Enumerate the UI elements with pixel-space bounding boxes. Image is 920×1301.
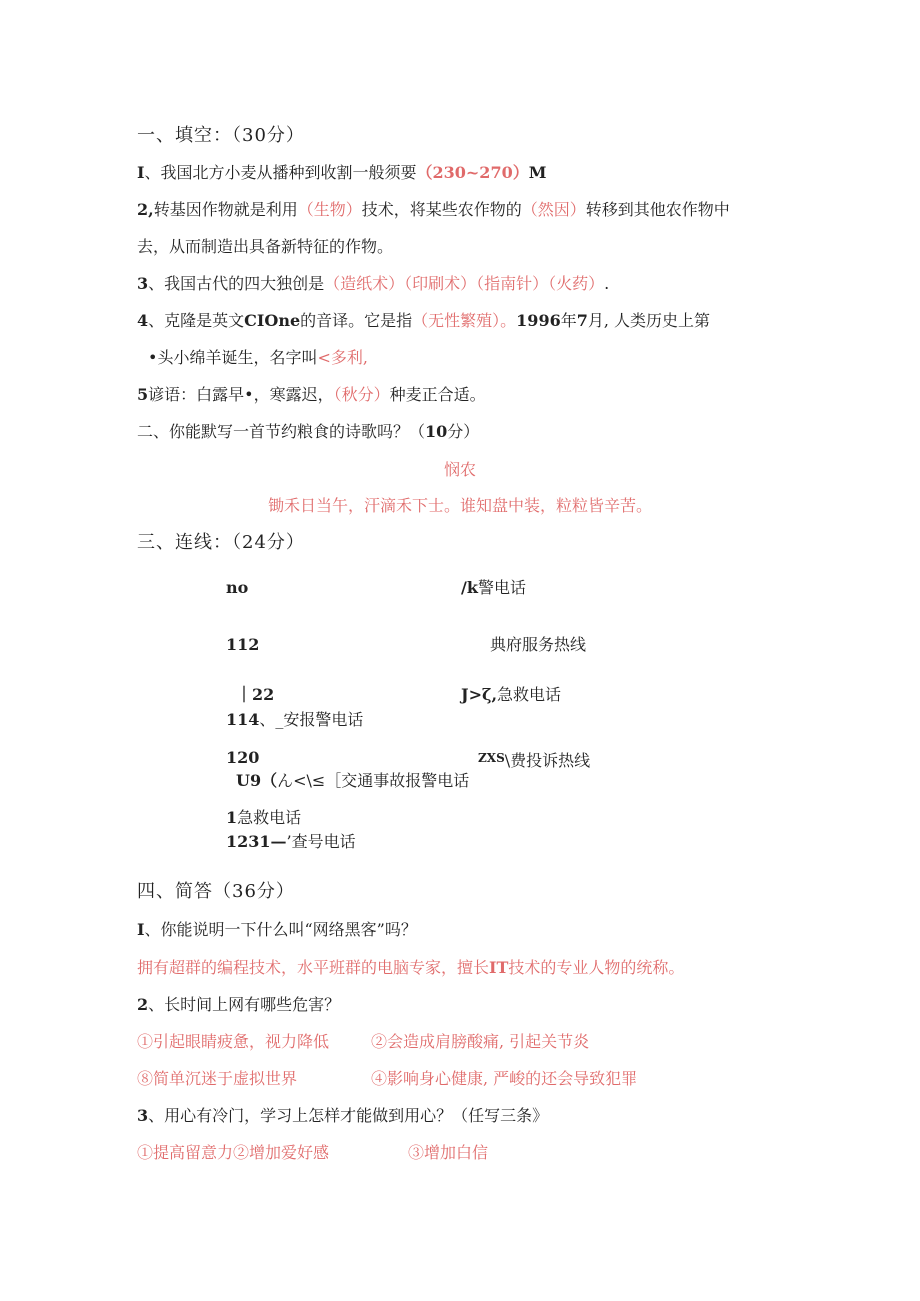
q4-answer: （无性繁殖） (412, 311, 501, 330)
match-left-8-num: 1231— (226, 832, 287, 851)
match-right-3 (461, 685, 561, 705)
s4-q3-answer-1: ①提高留意力②增加爱好感 (137, 1143, 330, 1162)
s1-question-4-line2 (148, 348, 368, 368)
poem-body: 锄禾日当午，汗滴禾下士。谁知盘中装，粒粒皆辛苦。 (267, 496, 652, 515)
match-left-6-text: ん<\≤［交通事故报警电话 (277, 771, 470, 790)
match-left-2-num: 112 (226, 635, 260, 654)
s4-a1-bold: IT (489, 958, 509, 977)
s2-heading-text: 二、你能默写一首节约粮食的诗歌吗？（ (137, 422, 426, 441)
q5-number: 5 (137, 385, 149, 404)
s1-question-3 (137, 274, 609, 294)
s4-a1-pre: 拥有超群的编程技术，水平班群的电脑专家，擅长 (137, 958, 490, 977)
q4-line2-text: •头小绵羊诞生，名字叫 (148, 348, 318, 367)
match-left-5 (226, 748, 259, 768)
q1-tail: M (528, 163, 547, 182)
match-right-1 (461, 578, 526, 598)
match-left-7-num: 1 (226, 808, 238, 827)
match-left-2 (226, 635, 259, 655)
s4-question-1 (137, 920, 417, 940)
match-left-4-text: 、_安报警电话 (259, 710, 364, 729)
match-left-1 (226, 578, 248, 598)
q4-text5: 月, 人类历史上第 (587, 311, 711, 330)
s4-q3-number: 3 (137, 1106, 149, 1125)
s4-q2-text: 、长时间上网有哪些危害？ (148, 995, 341, 1014)
q3-number: 3 (137, 274, 149, 293)
s4-question-2 (137, 995, 340, 1015)
q1-answer: （230~270） (416, 163, 529, 182)
s4-answer-1 (137, 958, 684, 978)
q4-year: 1996 (516, 311, 561, 330)
match-right-2-text: 典府服务热线 (490, 635, 587, 654)
q3-answer: （造纸术）（印刷术）（指南针）（火药） (324, 274, 605, 293)
s4-q2-number: 2 (137, 995, 149, 1014)
q2-text2: 技术，将某些农作物的 (361, 200, 522, 219)
s4-question-3 (137, 1106, 548, 1126)
match-left-3 (236, 685, 274, 705)
s4-q2-answer-2: ②会造成肩膀酸痛, 引起关节炎 (371, 1032, 590, 1051)
match-left-8-text: ’查号电话 (286, 832, 356, 851)
q4-number: 4 (137, 311, 149, 330)
s1-question-1 (137, 163, 546, 183)
q2-answer2: （然因） (521, 200, 586, 219)
q4-text4: 年 (560, 311, 577, 330)
q2-number: 2, (137, 200, 154, 219)
s1-question-2 (137, 200, 730, 220)
q3-text: 、我国古代的四大独创是 (148, 274, 325, 293)
s1-question-2-line2: 去，从而制造出具备新特征的作物。 (137, 237, 394, 256)
s2-heading-score: 10 (425, 422, 448, 441)
match-left-8 (226, 832, 356, 852)
q5-answer: （秋分） (333, 385, 390, 404)
section1-heading: 一、填空：（30分） (137, 125, 305, 146)
match-right-3-pre: J>ζ, (461, 685, 498, 704)
s4-q3-answer-2: ③增加白信 (408, 1143, 489, 1162)
match-left-4 (226, 710, 363, 730)
match-right-1-text: 警电话 (477, 578, 526, 597)
q4-text3: 。 (500, 311, 517, 330)
match-left-3-num: ｜22 (236, 685, 275, 704)
s4-q2-answer-3: ⑧简单沉迷于虚拟世界 (137, 1069, 298, 1088)
s4-q2-answer-1: ①引起眼睛疲惫，视力降低 (137, 1032, 330, 1051)
match-left-5-num: 120 (226, 748, 260, 767)
s4-q1-number: I (137, 920, 145, 939)
s4-q1-text: 、你能说明一下什么叫“网络黑客”吗？ (144, 920, 417, 939)
section2-heading (137, 422, 479, 442)
section4-heading: 四、简答（36分） (137, 881, 295, 902)
q2-answer1: （生物） (297, 200, 362, 219)
match-left-1-num: no (226, 578, 249, 597)
q5-text2: 种麦正合适。 (389, 385, 486, 404)
s2-heading-tail: 分） (447, 422, 480, 441)
q4-text2: 的音译。它是指 (300, 311, 413, 330)
s4-q2-answer-4: ④影响身心健康, 严峻的还会导致犯罪 (371, 1069, 638, 1088)
s4-q3-text: 、用心有冷门，学习上怎样才能做到用心？（任写三条》 (148, 1106, 549, 1125)
q5-text1: 谚语：白露早•，寒露迟， (148, 385, 334, 404)
q2-text3: 转移到其他农作物中 (585, 200, 730, 219)
q3-tail: . (604, 274, 610, 293)
match-right-4-pre: ZXS (478, 751, 505, 765)
match-right-2 (490, 635, 586, 655)
q1-number: I (137, 163, 145, 182)
match-left-7 (226, 808, 301, 828)
match-right-4-text: \费投诉热线 (504, 751, 591, 770)
section3-heading: 三、连线：（24分） (137, 532, 305, 553)
q2-text1: 转基因作物就是利用 (153, 200, 298, 219)
poem-title: 悯农 (443, 460, 476, 479)
match-left-6 (236, 771, 469, 791)
q1-text: 、我国北方小麦从播种到收割一般须要 (144, 163, 417, 182)
q4-month: 7 (576, 311, 588, 330)
match-left-4-num: 114 (226, 710, 260, 729)
q4-word: CIOne (244, 311, 301, 330)
q4-text1: 、克隆是英文 (148, 311, 245, 330)
match-left-6-num: U9（ (236, 771, 278, 790)
match-right-1-pre: /k (461, 578, 478, 597)
s4-a1-post: 技术的专业人物的统称。 (508, 958, 685, 977)
match-right-4 (478, 748, 590, 771)
match-right-3-text: 急救电话 (497, 685, 562, 704)
q4-line2-answer: <多利, (317, 348, 368, 367)
match-left-7-text: 急救电话 (237, 808, 302, 827)
s1-question-4 (137, 311, 710, 331)
s1-question-5 (137, 385, 486, 405)
